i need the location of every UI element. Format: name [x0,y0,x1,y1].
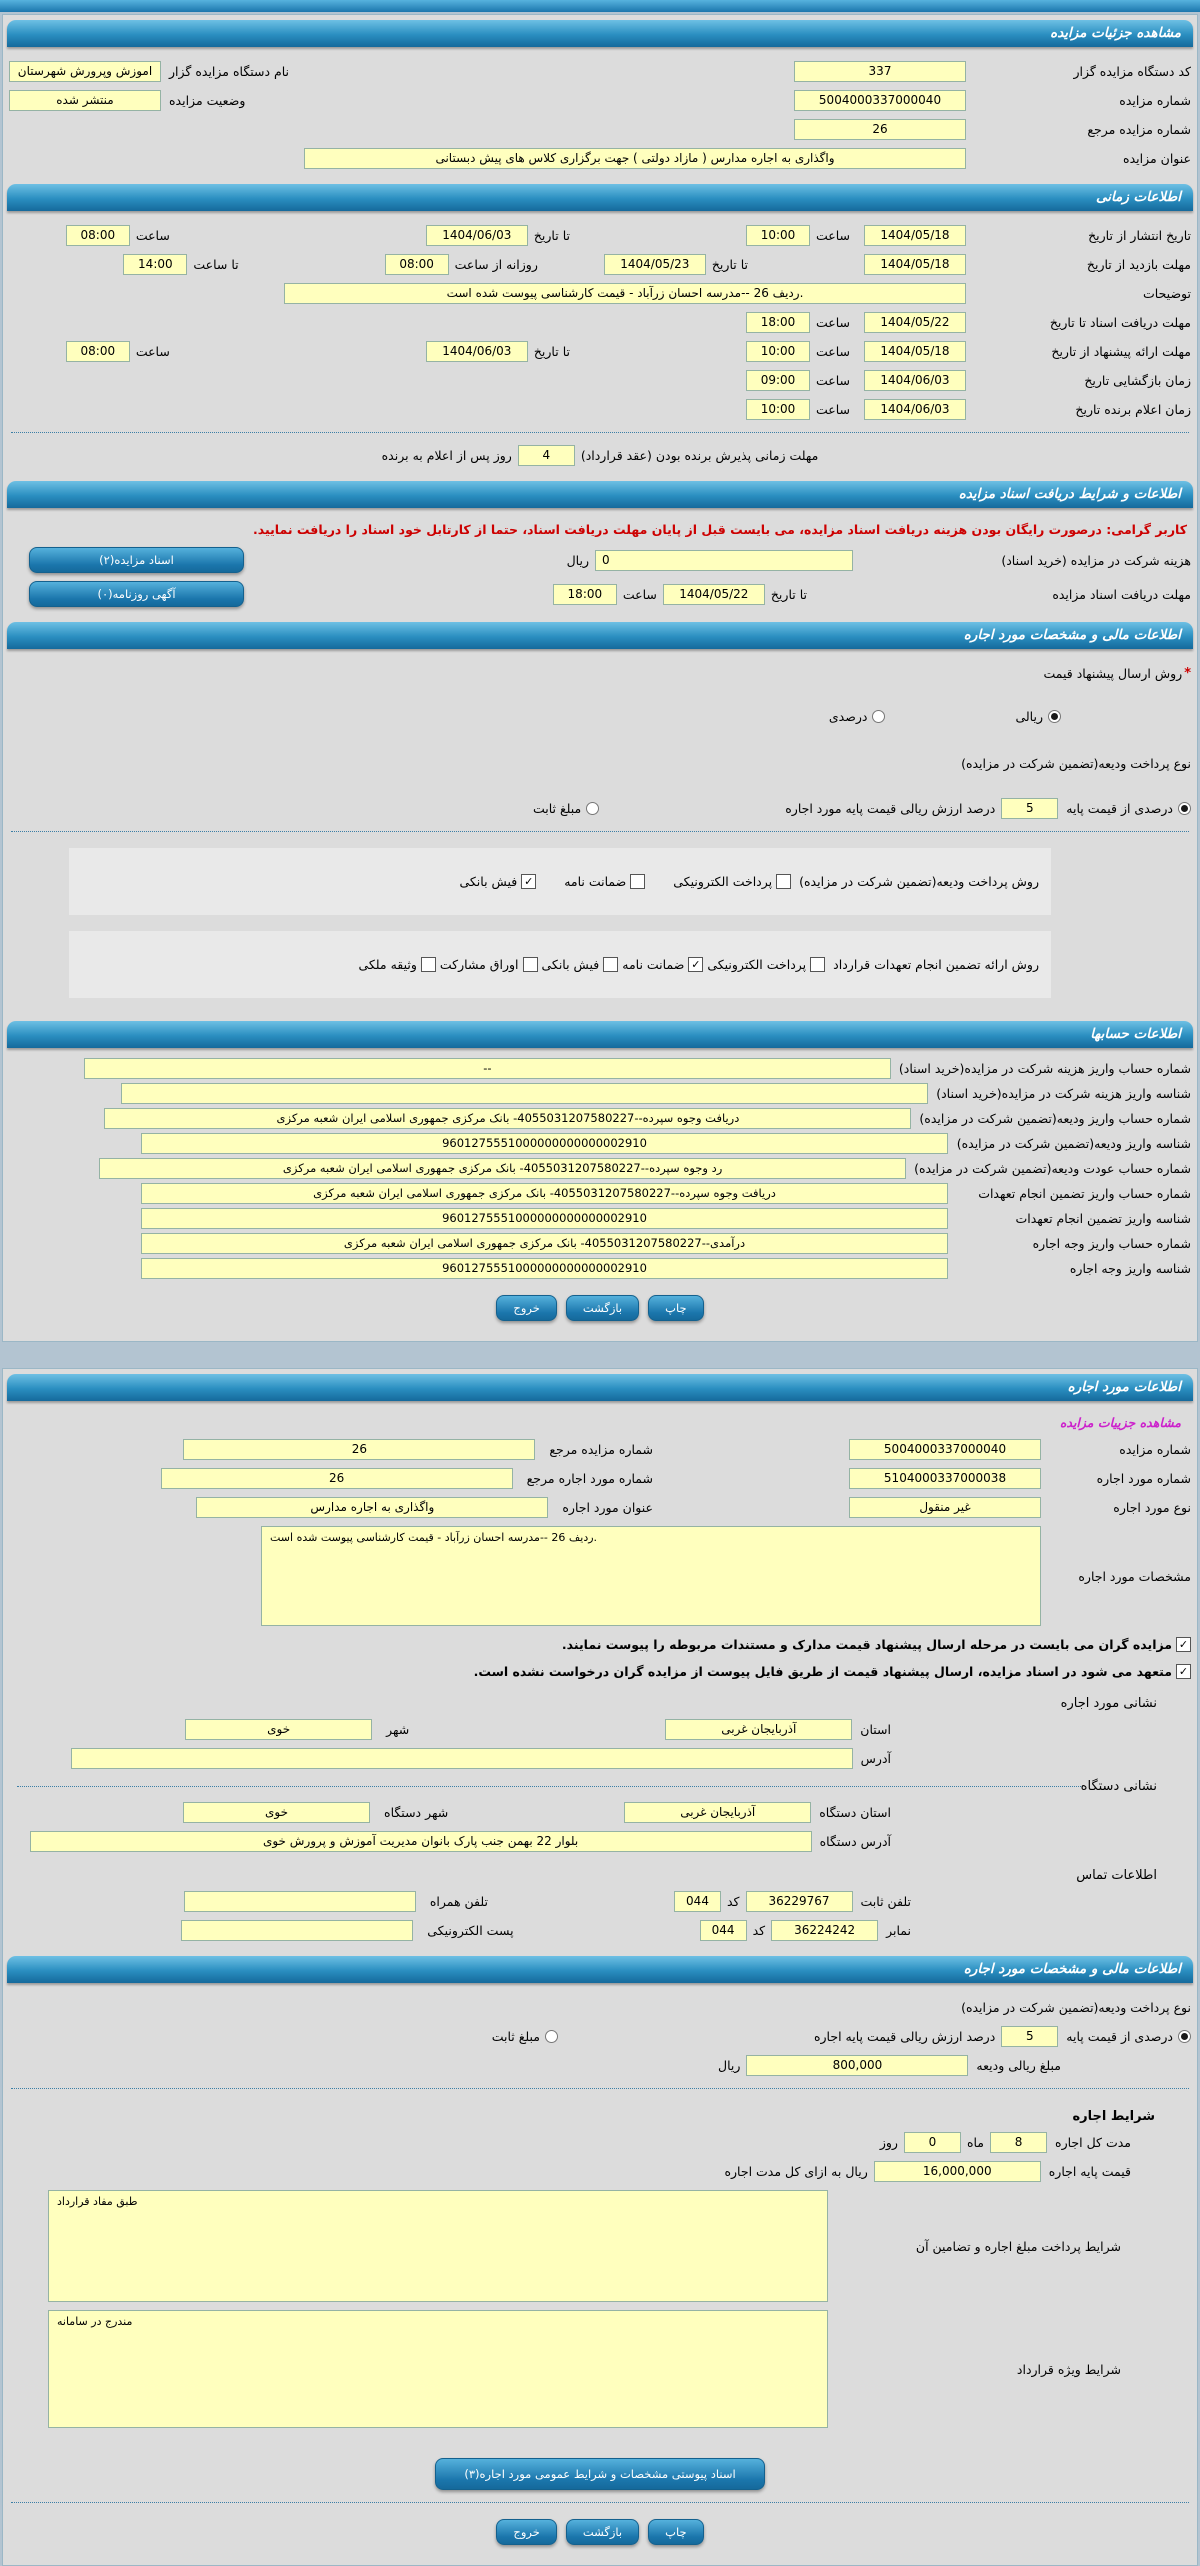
address-field[interactable] [71,1748,853,1769]
doc-fee-field[interactable]: 0 [595,550,853,571]
print-button[interactable]: چاپ [648,1295,703,1321]
item-auction-no-row [9,1439,1191,1460]
item-type-row [9,1497,1191,1518]
section-header-rental-item: اطلاعات مورد اجاره [7,1374,1193,1401]
pay-bank-slip-label: فیش بانکی [459,874,518,889]
guarantee-method-label: روش ارائه تضمین انجام تعهدات قرارداد [833,957,1039,972]
item-title-field[interactable]: واگذاری به اجاره مدارس [196,1497,548,1518]
visit-to-date-field[interactable]: 1404/05/23 [604,254,706,275]
base-price-row [9,2161,1191,2182]
attachments-row [9,2458,1191,2490]
visit-daily-label: روزانه از ساعت [454,257,538,272]
account-label: شماره حساب واریز ودیعه(تضمین شرکت در مزایده) [919,1111,1191,1126]
auction-no-field[interactable]: 5004000337000040 [794,90,966,111]
doc-deadline-label: مهلت دریافت اسناد تا تاریخ [1049,315,1191,330]
account-row [9,1158,1191,1179]
winner-label: زمان اعلام برنده تاریخ [1075,402,1191,417]
agency-city-label: شهر دستگاه [384,1805,449,1820]
notes-field[interactable]: ردیف 26 --مدرسه احسان زرآباد - قیمت کارشناسی پیوست شده است. [284,283,966,304]
auction-documents-button[interactable]: اسناد مزایده(۲) [29,547,244,573]
item-fixed-amount-radio-icon[interactable] [545,2030,558,2043]
price-method-options-row [9,706,1191,727]
guar-bank-slip-checkbox-icon[interactable] [603,957,618,972]
visit-daily-to-field[interactable]: 14:00 [123,254,187,275]
item-deposit-percent-field[interactable]: 5 [1001,2026,1058,2047]
payment-terms-row [9,2190,1191,2302]
divider [11,2088,1189,2089]
item-deposit-options-row [9,2026,1191,2047]
account-label: شماره حساب واریز تضمین انجام تعهدات [978,1186,1191,1201]
item-auction-no-label: شماره مزایده [1119,1442,1191,1457]
divider [11,432,1189,433]
doc-receive-deadline-label: مهلت دریافت اسناد مزایده [1052,586,1191,602]
accept-suffix-label: روز پس از اعلام به برنده [381,448,512,463]
phone-code-field[interactable]: 044 [674,1891,721,1912]
guar-property-collateral-checkbox-icon[interactable] [421,957,436,972]
to-date-label: تا تاریخ [770,586,807,602]
account-field[interactable]: 9601275551000000000000002910 [141,1133,948,1154]
top-strip [0,0,1200,12]
doc-deadline-row [9,312,1191,333]
actions-row-bottom [9,2519,1191,2545]
phone-field[interactable]: 36229767 [746,1891,853,1912]
agency-city-field[interactable]: خوی [183,1802,370,1823]
guarantee-method-strip [69,931,1051,998]
publish-to-date-field[interactable]: 1404/06/03 [426,225,528,246]
item-type-label: نوع مورد اجاره [1113,1500,1191,1515]
province-label: استان [860,1722,891,1737]
to-date-label: تا تاریخ [711,257,748,272]
phone-row [9,1891,1191,1912]
winner-time-field[interactable]: 10:00 [746,399,810,420]
item-no-label: شماره مورد اجاره [1096,1471,1191,1486]
item-title-label: عنوان مورد اجاره [562,1500,653,1515]
fixed-amount-radio[interactable] [533,801,599,816]
guar-electronic-checkbox[interactable] [707,957,825,972]
guar-property-collateral-checkbox[interactable] [358,957,435,972]
doc-fee-row [9,547,1191,573]
hour-label: ساعت [815,402,850,417]
section-header-doc-terms: اطلاعات و شرایط دریافت اسناد مزایده [7,481,1193,508]
percent-base-radio-label: درصدی از قیمت پایه [1066,801,1173,816]
percent-radio[interactable] [829,709,886,724]
accept-days-field[interactable]: 4 [518,445,575,466]
account-label: شناسه واریز تضمین انجام تعهدات [1015,1211,1191,1226]
exit-button[interactable]: خروج [496,1295,556,1321]
account-row [9,1108,1191,1129]
item-address-title: نشانی مورد اجاره [1060,1696,1157,1711]
no-file-note-label: متعهد می شود در اسناد مزایده، ارسال پیشنهاد قیمت از طریق فایل پیوست از مزایده گران درخواست نشده است. [473,1664,1172,1679]
offer-from-date-field[interactable]: 1404/05/18 [864,341,966,362]
divider [17,1786,1081,1787]
rent-terms-title: شرایط اجاره [1072,2109,1155,2124]
account-field[interactable]: دریافت وجوه سپرده--4055031207580227- بانک مرکزی جمهوری اسلامی ایران شعبه مرکزی [141,1183,948,1204]
item-specs-row [9,1526,1191,1626]
winner-date-field[interactable]: 1404/06/03 [864,399,966,420]
percent-radio-label: درصدی [828,709,868,724]
section-header-time-info: اطلاعات زمانی [7,184,1193,211]
newspaper-ad-button[interactable]: آگهی روزنامه(۰) [29,581,244,607]
attach-docs-note-label: مزایده گران می بایست در مرحله ارسال پیشنهاد قیمت مدارک و مستندات مربوطه را پیوست نمایند. [561,1637,1172,1652]
rent-duration-row [9,2132,1191,2153]
hour-label: ساعت [815,344,850,359]
agency-address-title: نشانی دستگاه [1080,1779,1157,1794]
agency-name-field[interactable]: اموزش وپرورش شهرستان [9,61,161,82]
publish-from-date-field[interactable]: 1404/05/18 [864,225,966,246]
account-row [9,1208,1191,1229]
publish-from-time-field[interactable]: 10:00 [746,225,810,246]
no-file-checkbox-icon[interactable] [1176,1664,1191,1679]
attach-docs-checkbox-icon[interactable] [1176,1637,1191,1652]
agency-province-row [9,1802,1191,1823]
exit-button[interactable]: خروج [496,2519,556,2545]
doc-deadline-time-field[interactable]: 18:00 [746,312,810,333]
accept-label: مهلت زمانی پذیرش برنده بودن (عقد قرارداد) [580,448,819,463]
account-row [9,1133,1191,1154]
deposit-payment-method-strip [69,848,1051,915]
item-no-row [9,1468,1191,1489]
opening-time-field[interactable]: 09:00 [746,370,810,391]
pay-bank-slip-checkbox-icon[interactable] [521,874,536,889]
offer-to-time-field[interactable]: 08:00 [66,341,130,362]
price-method-label: روش ارسال پیشنهاد قیمت [1043,666,1183,681]
actions-row [9,1295,1191,1321]
opening-date-field[interactable]: 1404/06/03 [864,370,966,391]
opening-label: زمان بازگشایی تاریخ [1084,373,1191,388]
visit-deadline-row [9,254,1191,275]
notes-row [9,283,1191,304]
item-province-row [9,1719,1191,1740]
account-field[interactable]: 9601275551000000000000002910 [141,1208,948,1229]
phone-label: تلفن ثابت [860,1894,911,1909]
guar-bank-slip-label: فیش بانکی [541,957,600,972]
auction-title-field[interactable]: واگذاری به اجاره مدارس ( مازاد دولتی ) جهت برگزاری کلاس های پیش دبستانی [304,148,966,169]
agency-address-title-row [9,1779,1191,1794]
auction-title-label: عنوان مزایده [1123,151,1191,166]
account-row [9,1083,1191,1104]
account-label: شناسه واریز وجه اجاره [1069,1261,1191,1276]
city-field[interactable]: خوی [185,1719,372,1740]
section-header-accounts-info: اطلاعات حسابها [7,1021,1193,1048]
agency-province-field[interactable]: آذربایجان غربی [624,1802,811,1823]
item-deposit-type-label: نوع پرداخت ودیعه(تضمین شرکت در مزایده) [961,2000,1191,2015]
payment-terms-textarea[interactable]: طبق مفاد قرارداد [48,2190,828,2302]
section-header-item-financial: اطلاعات مالی و مشخصات مورد اجاره [7,1956,1193,1983]
status-label: وضعیت مزایده [169,93,246,108]
agency-address-field[interactable]: بلوار 22 بهمن جنب پارک بانوان مدیریت آموزش و پرورش خوی [30,1831,812,1852]
guar-guarantee-letter-checkbox-icon[interactable] [688,957,703,972]
address-label: آدرس [860,1751,891,1766]
offer-label: مهلت ارائه پیشنهاد از تاریخ [1051,344,1191,359]
item-auction-ref-label: شماره مزایده مرجع [549,1442,653,1457]
publish-label: تاریخ انتشار از تاریخ [1088,228,1191,243]
divider [11,2502,1189,2503]
rial-radio-icon[interactable] [1048,710,1061,723]
section-header-auction-details: مشاهده جزئیات مزایده [7,20,1193,47]
offer-to-date-field[interactable]: 1404/06/03 [426,341,528,362]
guar-bonds-checkbox-icon[interactable] [523,957,538,972]
visit-from-date-field[interactable]: 1404/05/18 [864,254,966,275]
guar-guarantee-letter-label: ضمانت نامه [622,957,685,972]
account-row [9,1233,1191,1254]
item-fixed-amount-radio[interactable] [492,2029,558,2044]
back-button[interactable]: بازگشت [566,1295,639,1321]
item-ref-label: شماره مورد اجاره مرجع [526,1471,653,1486]
agency-address-row [9,1831,1191,1852]
rial-label: ریال [566,552,589,568]
agency-address-label: آدرس دستگاه [819,1834,891,1849]
agency-name-label: نام دستگاه مزایده گزار [169,64,290,79]
rent-duration-label: مدت کل اجاره [1055,2135,1131,2150]
publish-to-time-field[interactable]: 08:00 [66,225,130,246]
rent-days-field[interactable]: 0 [904,2132,961,2153]
pay-guarantee-letter-label: ضمانت نامه [564,874,627,889]
special-terms-textarea[interactable]: مندرج در سامانه [48,2310,828,2428]
guar-bonds-checkbox[interactable] [440,957,538,972]
section-header-financial-info: اطلاعات مالی و مشخصات مورد اجاره [7,622,1193,649]
account-label: شماره حساب واریز هزینه شرکت در مزایده(خرید اسناد) [898,1061,1191,1076]
view-auction-details-link[interactable]: مشاهده جزییات مزایده [1059,1415,1181,1430]
deposit-type-options-row [9,798,1191,819]
item-specs-textarea[interactable]: ردیف 26 --مدرسه احسان زرآباد - قیمت کارشناسی پیوست شده است. [261,1526,1041,1626]
month-label: ماه [966,2135,985,2150]
item-no-field[interactable]: 5104000337000038 [849,1468,1041,1489]
fax-row [9,1920,1191,1941]
hour-label: ساعت [622,586,657,602]
ref-no-label: شماره مزایده مرجع [1087,122,1191,137]
doc-fee-label: هزینه شرکت در مزایده (خرید اسناد) [1001,552,1191,568]
deposit-percent-suffix-label: درصد ارزش ریالی قیمت پایه مورد اجاره [785,801,996,816]
rent-months-field[interactable]: 8 [990,2132,1047,2153]
item-attachments-button[interactable]: اسناد پیوستی مشخصات و شرایط عمومی مورد اجاره(۳) [435,2458,765,2490]
pay-bank-slip-checkbox[interactable] [459,874,536,889]
guar-property-collateral-label: وثیقه ملکی [358,957,417,972]
publish-date-row [9,225,1191,246]
phone-code-label: کد [727,1894,740,1909]
special-terms-row [9,2310,1191,2428]
pay-electronic-checkbox-icon[interactable] [776,874,791,889]
fixed-amount-radio-label: مبلغ ثابت [532,801,582,816]
auction-no-label: شماره مزایده [1119,93,1191,108]
deposit-type-row [9,753,1191,774]
account-row [9,1058,1191,1079]
special-terms-label: شرایط ویژه قرارداد [1016,2361,1121,2377]
fax-label: نمابر [886,1923,911,1938]
notes-label: توضیحات [1143,286,1191,301]
fax-code-field[interactable]: 044 [700,1920,747,1941]
print-button[interactable]: چاپ [648,2519,703,2545]
ref-no-field[interactable]: 26 [794,119,966,140]
required-asterisk-icon: * [1184,666,1191,681]
account-field[interactable]: درآمدی--4055031207580227- بانک مرکزی جمهوری اسلامی ایران شعبه مرکزی [141,1233,948,1254]
winner-announce-row [9,399,1191,420]
hour-label: ساعت [135,344,170,359]
hour-label: ساعت [815,373,850,388]
to-date-label: تا تاریخ [533,228,570,243]
agency-province-label: استان دستگاه [819,1805,891,1820]
no-file-note-row [9,1661,1191,1682]
account-label: شناسه واریز ودیعه(تضمین شرکت در مزایده) [956,1136,1191,1151]
hour-label: ساعت [815,228,850,243]
item-percent-base-radio-label: درصدی از قیمت پایه [1066,2029,1173,2044]
pay-electronic-checkbox[interactable] [673,874,791,889]
offer-from-time-field[interactable]: 10:00 [746,341,810,362]
fax-code-label: کد [752,1923,766,1938]
account-field[interactable]: رد وجوه سپرده--4055031207580227- بانک مرکزی جمهوری اسلامی ایران شعبه مرکزی [99,1158,906,1179]
auction-details-panel [2,14,1198,1342]
hour-label: ساعت [135,228,170,243]
visit-daily-from-field[interactable]: 08:00 [385,254,449,275]
rial-radio[interactable] [1015,709,1061,724]
city-label: شهر [386,1722,410,1737]
contact-title: اطلاعات تماس [1076,1868,1157,1883]
fixed-amount-radio-icon[interactable] [586,802,599,815]
status-badge[interactable]: منتشر شده [9,90,161,111]
deposit-amount-row [9,2055,1191,2076]
percent-radio-icon[interactable] [872,710,885,723]
mobile-label: تلفن همراه [429,1894,488,1909]
price-method-row [9,663,1191,684]
pay-guarantee-letter-checkbox-icon[interactable] [630,874,645,889]
free-docs-warning: کاربر گرامی: درصورت رایگان بودن هزینه دریافت اسناد مزایده، می بایست قبل از پایان مهلت دریافت اسناد، حتما از کارتابل خود اسناد را دریافت نمایید. [253,522,1187,537]
payment-terms-label: شرایط پرداخت مبلغ اجاره و تضامین آن [915,2238,1121,2254]
item-auction-no-field[interactable]: 5004000337000040 [849,1439,1041,1460]
deposit-amount-label: مبلغ ریالی ودیعه [976,2058,1061,2073]
accept-deadline-row [9,445,1191,466]
item-fixed-amount-radio-label: مبلغ ثابت [491,2029,540,2044]
rial-radio-label: ریالی [1015,709,1043,724]
base-price-suffix-label: ریال به ازای کل مدت اجاره [724,2164,868,2179]
account-field[interactable]: 9601275551000000000000002910 [141,1258,948,1279]
pay-electronic-label: پرداخت الکترونیکی [673,874,773,889]
divider [11,831,1189,832]
account-label: شماره حساب عودت ودیعه(تضمین شرکت در مزایده) [914,1161,1191,1176]
deposit-percent-field[interactable]: 5 [1001,798,1058,819]
item-specs-label: مشخصات مورد اجاره [1078,1568,1191,1584]
account-label: شناسه واریز هزینه شرکت در مزایده(خرید اسناد) [936,1086,1191,1101]
deposit-amount-field[interactable]: 800,000 [746,2055,968,2076]
item-deposit-type-row [9,1997,1191,2018]
percent-base-radio[interactable] [1066,801,1191,816]
percent-base-radio-icon[interactable] [1178,802,1191,815]
rental-item-panel [2,1368,1198,2566]
item-address-row [9,1748,1191,1769]
item-auction-ref-field[interactable]: 26 [183,1439,535,1460]
base-price-field[interactable]: 16,000,000 [874,2161,1041,2182]
account-row [9,1183,1191,1204]
guar-electronic-label: پرداخت الکترونیکی [707,957,807,972]
agency-code-field[interactable]: 337 [794,61,966,82]
account-field[interactable] [121,1083,928,1104]
account-field[interactable]: -- [84,1058,891,1079]
guar-electronic-checkbox-icon[interactable] [810,957,825,972]
guar-guarantee-letter-checkbox[interactable] [622,957,703,972]
rial-label: ریال [718,2058,741,2073]
visit-to-time-label: تا ساعت [193,257,239,272]
account-row [9,1258,1191,1279]
hour-label: ساعت [815,315,850,330]
doc-deadline-date-field[interactable]: 1404/05/22 [864,312,966,333]
offer-deadline-row [9,341,1191,362]
province-field[interactable]: آذربایجان غربی [665,1719,852,1740]
doc-receive-deadline-row [9,581,1191,607]
email-field[interactable] [181,1920,413,1941]
deposit-type-label: نوع پرداخت ودیعه(تضمین شرکت در مزایده) [961,756,1191,771]
deposit-payment-method-label: روش پرداخت ودیعه(تضمین شرکت در مزایده) [799,874,1039,889]
item-percent-base-radio-icon[interactable] [1178,2030,1191,2043]
visit-label: مهلت بازدید از تاریخ [1086,257,1191,272]
mobile-field[interactable] [184,1891,416,1912]
attach-docs-note-row [9,1634,1191,1655]
agency-code-label: کد دستگاه مزایده گزار [1073,64,1191,79]
email-label: پست الکترونیکی [427,1923,514,1938]
pay-guarantee-letter-checkbox[interactable] [564,874,645,889]
guar-bonds-label: اوراق مشارکت [439,957,519,972]
opening-time-row [9,370,1191,391]
back-button[interactable]: بازگشت [566,2519,639,2545]
account-field[interactable]: دریافت وجوه سپرده--4055031207580227- بانک مرکزی جمهوری اسلامی ایران شعبه مرکزی [104,1108,911,1129]
item-type-field[interactable]: غیر منقول [849,1497,1041,1518]
fax-field[interactable]: 36224242 [771,1920,878,1941]
to-date-label: تا تاریخ [533,344,570,359]
account-label: شماره حساب واریز وجه اجاره [1032,1236,1191,1251]
item-deposit-percent-suffix-label: درصد ارزش ریالی قیمت پایه اجاره [813,2029,996,2044]
day-label: روز [879,2135,898,2150]
item-percent-base-radio[interactable] [1066,2029,1191,2044]
doc-receive-date-field[interactable]: 1404/05/22 [663,584,765,605]
base-price-label: قیمت پایه اجاره [1048,2164,1131,2179]
doc-receive-time-field[interactable]: 18:00 [553,584,617,605]
guar-bank-slip-checkbox[interactable] [542,957,619,972]
item-ref-field[interactable]: 26 [161,1468,513,1489]
